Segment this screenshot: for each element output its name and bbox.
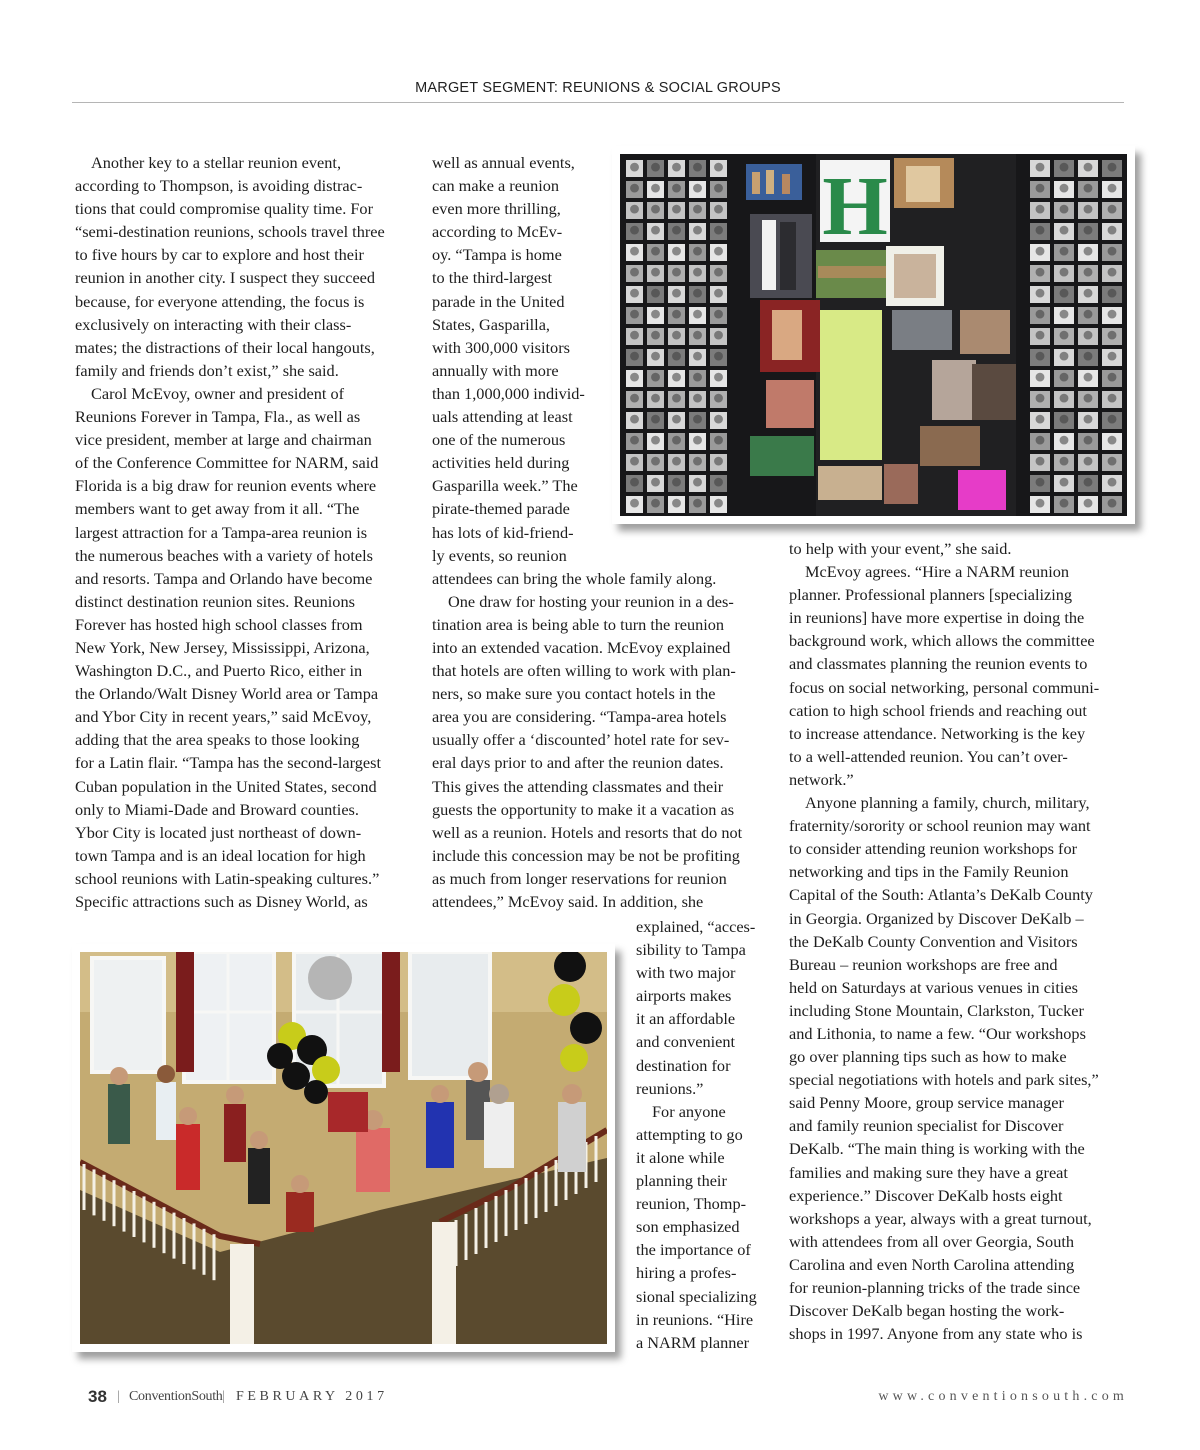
yearbook-portrait <box>1084 163 1093 172</box>
yearbook-portrait <box>1036 352 1045 361</box>
text-line: to the third-largest <box>432 268 552 288</box>
text-line: with attendees from all over Georgia, South <box>789 1231 1075 1251</box>
yearbook-portrait <box>1084 478 1093 487</box>
text-line: This gives the attending classmates and their <box>432 776 724 796</box>
text-line: Discover DeKalb began hosting the work- <box>789 1301 1065 1321</box>
yearbook-portrait <box>1108 457 1117 466</box>
yearbook-portrait <box>714 457 723 466</box>
text-line: Cuban population in the United States, second <box>75 776 377 796</box>
page-footer <box>72 1388 1128 1412</box>
staircase-gathering-image <box>80 952 607 1344</box>
text-line: explained, “acces- <box>636 917 756 936</box>
yearbook-portrait <box>1084 457 1093 466</box>
text-line: Capital of the South: Atlanta’s DeKalb County <box>789 885 1093 905</box>
text-line: McEvoy agrees. “Hire a NARM reunion <box>805 562 1070 582</box>
yearbook-portrait <box>693 352 702 361</box>
text-line: town Tampa and is an ideal location for high <box>75 845 366 865</box>
text-line: it an affordable <box>636 1009 736 1029</box>
yearbook-portrait <box>651 331 660 340</box>
yearbook-portrait <box>630 457 639 466</box>
yearbook-portrait <box>651 352 660 361</box>
yearbook-portrait <box>693 163 702 172</box>
yearbook-portrait <box>651 499 660 508</box>
yearbook-portrait <box>1060 352 1069 361</box>
text-line: has lots of kid-friend- <box>432 522 574 542</box>
yearbook-portrait <box>1108 184 1117 193</box>
text-line: that hotels are often willing to work with plan- <box>432 661 736 681</box>
text-line: ners, so make sure you contact hotels in the <box>432 684 716 704</box>
text-line: annually with more <box>432 360 559 380</box>
text-line: Bureau – reunion workshops are free and <box>789 954 1058 974</box>
school-letter-banner <box>820 160 890 253</box>
yearbook-portrait <box>1036 289 1045 298</box>
text-line: said Penny Moore, group service manager <box>789 1093 1064 1113</box>
text-line: include this concession may be not be profiting <box>432 845 740 865</box>
text-line: to increase attendance. Networking is the key <box>789 723 1086 743</box>
yearbook-portrait <box>714 226 723 235</box>
yearbook-portrait <box>630 352 639 361</box>
yearbook-portrait <box>693 436 702 445</box>
yearbook-photo-grid-left <box>626 160 727 513</box>
yearbook-portrait <box>1108 415 1117 424</box>
yearbook-portrait <box>672 226 681 235</box>
yearbook-portrait <box>630 289 639 298</box>
yearbook-portrait <box>693 205 702 214</box>
text-line: destination for <box>636 1055 731 1075</box>
text-line: tination area is being able to turn the reunion <box>432 614 725 634</box>
yearbook-portrait <box>693 184 702 193</box>
text-line: and convenient <box>636 1032 736 1052</box>
text-line: can make a reunion <box>432 176 560 196</box>
article-column-3 <box>789 537 1099 1345</box>
text-line: son emphasized <box>636 1217 740 1237</box>
yearbook-portrait <box>1060 163 1069 172</box>
yearbook-portrait <box>1084 394 1093 403</box>
text-line: sional specializing <box>636 1286 757 1306</box>
memorabilia-board-image <box>620 154 1127 516</box>
yearbook-portrait <box>1084 499 1093 508</box>
text-line: cation to high school friends and reaching out <box>789 700 1087 720</box>
yearbook-portrait <box>672 478 681 487</box>
yearbook-portrait <box>651 226 660 235</box>
article-column-2-narrow <box>636 915 757 1354</box>
yearbook-portrait <box>1036 373 1045 382</box>
issue-date: FEBRUARY 2017 <box>236 1389 388 1404</box>
yearbook-portrait <box>693 247 702 256</box>
yearbook-portrait <box>693 373 702 382</box>
text-line: in reunions] have more expertise in doing the <box>789 608 1085 628</box>
yearbook-portrait <box>1108 352 1117 361</box>
text-line: activities held during <box>432 453 570 473</box>
yearbook-portrait <box>672 289 681 298</box>
header-divider <box>72 102 1124 103</box>
yearbook-portrait <box>693 415 702 424</box>
text-line: for a Latin flair. “Tampa has the second-largest <box>75 753 381 773</box>
text-line: and classmates planning the reunion events to <box>789 654 1088 674</box>
yearbook-portrait <box>714 394 723 403</box>
yearbook-portrait <box>1084 373 1093 382</box>
text-line: parade in the United <box>432 291 565 311</box>
text-line: held on Saturdays at various venues in cities <box>789 977 1078 997</box>
text-line: according to Thompson, is avoiding distrac- <box>75 176 363 196</box>
article-column-1 <box>75 151 385 913</box>
yearbook-portrait <box>630 415 639 424</box>
text-line: for reunion-planning tricks of the trade since <box>789 1278 1081 1297</box>
text-line: the numerous beaches with a variety of hotels <box>75 545 373 565</box>
yearbook-portrait <box>1084 247 1093 256</box>
yearbook-portrait <box>630 478 639 487</box>
text-line: exclusively on interacting with their class- <box>75 314 352 334</box>
yearbook-portrait <box>672 415 681 424</box>
yearbook-portrait <box>672 268 681 277</box>
yearbook-portrait <box>714 310 723 319</box>
text-line: even more thrilling, <box>432 199 561 219</box>
text-line: Florida is a big draw for reunion events where <box>75 476 377 496</box>
text-line: and Lithonia, to name a few. “Our workshops <box>789 1023 1086 1043</box>
text-line: usually offer a ‘discounted’ hotel rate for sev- <box>432 730 730 750</box>
yearbook-portrait <box>1036 457 1045 466</box>
text-line: to help with your event,” she said. <box>789 539 1012 558</box>
yearbook-portrait <box>630 394 639 403</box>
yearbook-portrait <box>714 268 723 277</box>
yearbook-portrait <box>1084 226 1093 235</box>
yearbook-portrait <box>1084 331 1093 340</box>
yearbook-portrait <box>1084 268 1093 277</box>
yearbook-portrait <box>630 373 639 382</box>
yearbook-portrait <box>693 331 702 340</box>
magazine-name: ConventionSouth <box>129 1389 223 1404</box>
text-line: airports makes <box>636 986 732 1006</box>
yearbook-portrait <box>1108 247 1117 256</box>
text-line: than 1,000,000 individ- <box>432 383 585 403</box>
yearbook-portrait <box>1036 163 1045 172</box>
text-line: attendees can bring the whole family along. <box>432 568 717 588</box>
yearbook-portrait <box>672 247 681 256</box>
yearbook-portrait <box>630 184 639 193</box>
text-line: Reunions Forever in Tampa, Fla., as well as <box>75 407 361 427</box>
yearbook-portrait <box>693 478 702 487</box>
text-line: according to McEv- <box>432 222 563 242</box>
text-line: attendees,” McEvoy said. In addition, she <box>432 892 704 911</box>
yearbook-portrait <box>672 394 681 403</box>
text-line: oy. “Tampa is home <box>432 245 562 265</box>
yearbook-portrait <box>1060 289 1069 298</box>
text-line: pirate-themed parade <box>432 499 570 519</box>
text-line: eral days prior to and after the reunion dates. <box>432 753 724 773</box>
text-line: to a well-attended reunion. You can’t over- <box>789 746 1068 766</box>
text-line: attempting to go <box>636 1124 743 1144</box>
yearbook-portrait <box>1036 478 1045 487</box>
text-line: DeKalb. “The main thing is working with the <box>789 1139 1085 1159</box>
text-line: only to Miami-Dade and Broward counties. <box>75 799 359 819</box>
yearbook-portrait <box>714 289 723 298</box>
yearbook-portrait <box>714 352 723 361</box>
text-line: Carol McEvoy, owner and president of <box>91 383 345 403</box>
yearbook-portrait <box>693 394 702 403</box>
yearbook-portrait <box>1060 478 1069 487</box>
text-line: network.” <box>789 769 854 789</box>
yearbook-portrait <box>1036 436 1045 445</box>
yearbook-portrait <box>693 268 702 277</box>
text-line: including Stone Mountain, Clarkston, Tucker <box>789 1000 1084 1020</box>
yearbook-portrait <box>1084 352 1093 361</box>
yearbook-portrait <box>672 184 681 193</box>
yearbook-portrait <box>693 289 702 298</box>
text-line: to consider attending reunion workshops for <box>789 839 1078 859</box>
yearbook-portrait <box>630 436 639 445</box>
yearbook-portrait <box>630 268 639 277</box>
text-line: New York, New Jersey, Mississippi, Arizona, <box>75 637 370 657</box>
text-line: largest attraction for a Tampa-area reunion is <box>75 522 368 542</box>
text-line: Carolina and even North Carolina attending <box>789 1254 1075 1274</box>
page-number: 38 <box>88 1387 107 1406</box>
yearbook-portrait <box>1084 205 1093 214</box>
yearbook-portrait <box>1036 310 1045 319</box>
yearbook-portrait <box>1060 436 1069 445</box>
yearbook-portrait <box>1060 205 1069 214</box>
yearbook-portrait <box>672 163 681 172</box>
yearbook-portrait <box>1036 394 1045 403</box>
yearbook-portrait <box>630 247 639 256</box>
website-url[interactable]: www.conventionsouth.com <box>878 1389 1128 1404</box>
text-line: States, Gasparilla, <box>432 314 551 334</box>
text-line: hiring a profes- <box>636 1263 737 1283</box>
text-line: shops in 1997. Anyone from any state who is <box>789 1324 1083 1344</box>
text-line: networking and tips in the Family Reunion <box>789 862 1069 882</box>
yearbook-portrait <box>714 184 723 193</box>
yearbook-portrait <box>651 415 660 424</box>
yearbook-portrait <box>1084 310 1093 319</box>
yearbook-portrait <box>1036 268 1045 277</box>
text-line: adding that the area speaks to those looking <box>75 730 360 750</box>
text-line: school reunions with Latin-speaking cultures.” <box>75 868 380 888</box>
text-line: well as annual events, <box>432 153 575 172</box>
yearbook-portrait <box>672 499 681 508</box>
text-line: Washington D.C., and Puerto Rico, either in <box>75 661 363 681</box>
yearbook-portrait <box>1060 415 1069 424</box>
text-line: One draw for hosting your reunion in a des- <box>448 591 734 611</box>
text-line: workshops a year, always with a great turnout, <box>789 1208 1092 1228</box>
yearbook-portrait <box>651 478 660 487</box>
yearbook-portrait <box>693 310 702 319</box>
yearbook-portrait <box>1060 184 1069 193</box>
text-line: go over planning tips such as how to make <box>789 1047 1067 1067</box>
text-line: reunion, Thomp- <box>636 1194 747 1214</box>
yearbook-portrait <box>1084 184 1093 193</box>
yearbook-portrait <box>651 163 660 172</box>
text-line: well as a reunion. Hotels and resorts that do not <box>432 822 743 842</box>
text-line: area you are considering. “Tampa-area hotels <box>432 707 727 727</box>
yearbook-portrait <box>693 457 702 466</box>
footer-separator: | <box>222 1389 225 1404</box>
yearbook-portrait <box>651 205 660 214</box>
text-line: as much from longer reservations for reunion <box>432 868 727 888</box>
text-line: planner. Professional planners [specializing <box>789 585 1073 605</box>
yearbook-portrait <box>1060 499 1069 508</box>
yearbook-portrait <box>693 226 702 235</box>
yearbook-portrait <box>672 457 681 466</box>
yearbook-portrait <box>1060 331 1069 340</box>
text-line: Ybor City is located just northeast of down- <box>75 822 362 842</box>
yearbook-portrait <box>1036 247 1045 256</box>
yearbook-portrait <box>1060 394 1069 403</box>
text-line: to five hours by car to explore and host their <box>75 245 364 265</box>
yearbook-portrait <box>1108 163 1117 172</box>
text-line: families and making sure they have a great <box>789 1162 1068 1182</box>
yearbook-portrait <box>1108 373 1117 382</box>
text-line: in reunions. “Hire <box>636 1309 754 1329</box>
yearbook-portrait <box>1036 331 1045 340</box>
yearbook-portrait <box>672 436 681 445</box>
text-line: “semi-destination reunions, schools travel three <box>75 222 385 242</box>
yearbook-portrait <box>1108 331 1117 340</box>
yearbook-portrait <box>651 268 660 277</box>
yearbook-portrait <box>1060 268 1069 277</box>
yearbook-portrait <box>651 289 660 298</box>
text-line: reunions.” <box>636 1078 704 1098</box>
yearbook-portrait <box>1108 478 1117 487</box>
yearbook-portrait <box>714 415 723 424</box>
yearbook-portrait <box>1060 457 1069 466</box>
yearbook-portrait <box>714 373 723 382</box>
text-line: the Orlando/Walt Disney World area or Tampa <box>75 684 379 704</box>
yearbook-portrait <box>1060 247 1069 256</box>
yearbook-portrait <box>651 310 660 319</box>
text-line: Anyone planning a family, church, military, <box>805 793 1090 813</box>
text-line: fraternity/sorority or school reunion may want <box>789 816 1091 836</box>
yearbook-portrait <box>1108 289 1117 298</box>
text-line: sibility to Tampa <box>636 940 746 960</box>
yearbook-portrait <box>1108 436 1117 445</box>
yearbook-portrait <box>714 247 723 256</box>
yearbook-portrait <box>1060 226 1069 235</box>
text-line: the DeKalb County Convention and Visitors <box>789 931 1078 951</box>
reunion-staircase-photo <box>72 944 615 1352</box>
yearbook-portrait <box>714 205 723 214</box>
yearbook-portrait <box>1036 184 1045 193</box>
yearbook-portrait <box>630 499 639 508</box>
yearbook-portrait <box>714 499 723 508</box>
text-line: mates; the distractions of their local hangouts, <box>75 337 375 357</box>
yearbook-portrait <box>672 331 681 340</box>
yearbook-portrait <box>1036 226 1045 235</box>
yearbook-portrait <box>651 373 660 382</box>
text-line: with two major <box>636 963 736 983</box>
text-line: one of the numerous <box>432 430 566 450</box>
yearbook-portrait <box>1084 289 1093 298</box>
yearbook-portrait <box>1060 310 1069 319</box>
section-header: MARGET SEGMENT: REUNIONS & SOCIAL GROUPS <box>415 80 781 96</box>
text-line: into an extended vacation. McEvoy explained <box>432 637 731 657</box>
yearbook-portrait <box>1108 226 1117 235</box>
text-line: For anyone <box>652 1101 726 1121</box>
text-line: planning their <box>636 1171 727 1191</box>
yearbook-portrait <box>714 331 723 340</box>
yearbook-portrait <box>630 331 639 340</box>
yearbook-portrait <box>630 205 639 214</box>
yearbook-portrait <box>1060 373 1069 382</box>
text-line: Specific attractions such as Disney World, as <box>75 892 368 911</box>
yearbook-portrait <box>651 436 660 445</box>
yearbook-portrait <box>1108 394 1117 403</box>
text-line: in Georgia. Organized by Discover DeKalb – <box>789 908 1084 928</box>
text-line: experience.” Discover DeKalb hosts eight <box>789 1185 1063 1205</box>
text-line: ly events, so reunion <box>432 545 567 565</box>
yearbook-portrait <box>630 226 639 235</box>
yearbook-portrait <box>1036 415 1045 424</box>
yearbook-portrait <box>1084 415 1093 424</box>
yearbook-portrait <box>1036 205 1045 214</box>
text-line: tions that could compromise quality time. For <box>75 199 373 219</box>
yearbook-portrait <box>672 205 681 214</box>
yearbook-portrait <box>630 163 639 172</box>
text-line: and Ybor City in recent years,” said McEvoy, <box>75 707 372 727</box>
text-line: with 300,000 visitors <box>432 337 570 357</box>
text-line: vice president, member at large and chairman <box>75 430 372 450</box>
text-line: members want to get away from it all. “The <box>75 499 360 519</box>
yearbook-portrait <box>672 373 681 382</box>
text-line: background work, which allows the committee <box>789 631 1095 651</box>
text-line: because, for everyone attending, the focus is <box>75 291 365 311</box>
text-line: it alone while <box>636 1147 725 1167</box>
text-line: distinct destination reunion sites. Reunions <box>75 591 355 611</box>
text-line: and resorts. Tampa and Orlando have become <box>75 568 373 588</box>
yearbook-portrait <box>1108 499 1117 508</box>
yearbook-portrait <box>1108 205 1117 214</box>
text-line: family and friends don’t exist,” she said. <box>75 360 339 380</box>
yearbook-portrait <box>672 310 681 319</box>
yearbook-portrait <box>651 394 660 403</box>
yearbook-portrait <box>693 499 702 508</box>
text-line: guests the opportunity to make it a vacation as <box>432 799 735 819</box>
yearbook-portrait <box>651 184 660 193</box>
text-line: reunion in another city. I suspect they succeed <box>75 268 376 288</box>
text-line: uals attending at least <box>432 407 573 427</box>
school-letter: H <box>822 160 888 253</box>
yearbook-portrait <box>1084 436 1093 445</box>
text-line: a NARM planner <box>636 1332 750 1352</box>
text-line: Gasparilla week.” The <box>432 476 578 496</box>
yearbook-portrait <box>672 352 681 361</box>
yearbook-portrait <box>630 310 639 319</box>
text-line: and family reunion specialist for Discover <box>789 1116 1064 1136</box>
text-line: the importance of <box>636 1240 751 1260</box>
reunion-memorabilia-photo <box>612 146 1135 524</box>
text-line: Forever has hosted high school classes from <box>75 614 363 634</box>
yearbook-portrait <box>714 436 723 445</box>
yearbook-portrait <box>651 457 660 466</box>
text-line: special negotiations with hotels and park sites,” <box>789 1070 1099 1090</box>
text-line: focus on social networking, personal communi- <box>789 677 1100 697</box>
text-line: of the Conference Committee for NARM, said <box>75 453 379 473</box>
yearbook-portrait <box>714 163 723 172</box>
text-line: Another key to a stellar reunion event, <box>91 153 342 172</box>
yearbook-portrait <box>1108 268 1117 277</box>
yearbook-portrait <box>1108 310 1117 319</box>
yearbook-portrait <box>651 247 660 256</box>
footer-separator: | <box>117 1389 120 1404</box>
yearbook-portrait <box>714 478 723 487</box>
yearbook-portrait <box>1036 499 1045 508</box>
